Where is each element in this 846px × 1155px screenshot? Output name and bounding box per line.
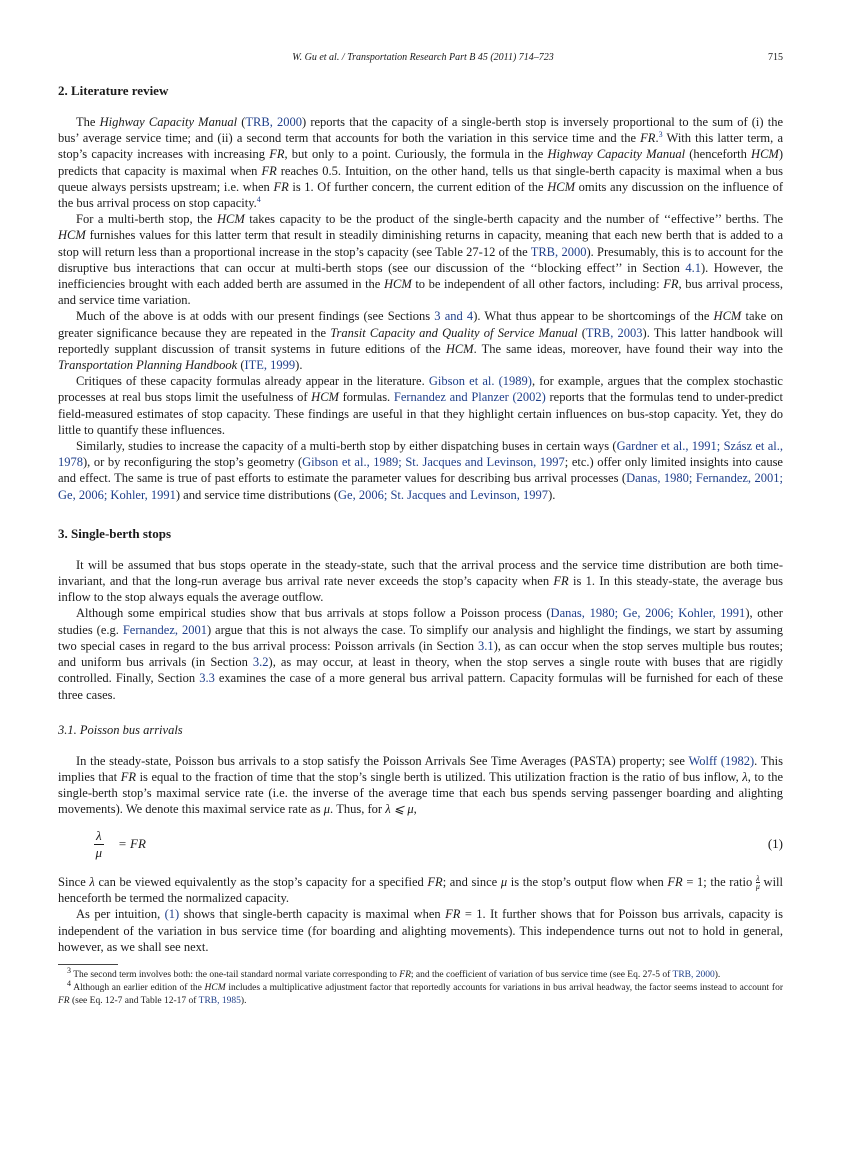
citation-link[interactable]: Gibson et al. (1989)	[428, 374, 532, 389]
section-3-heading: 3. Single-berth stops	[58, 525, 172, 541]
page-number: 715	[768, 52, 783, 63]
section-link[interactable]: 3 and 4	[434, 309, 474, 324]
citation-link[interactable]: TRB, 2000	[672, 969, 715, 980]
footnote-ref-3[interactable]: 3	[658, 130, 663, 140]
section-link[interactable]: 3.1	[477, 638, 494, 653]
section-3-paragraph-1: It will be assumed that bus stops operate in the steady-state, such that the arrival process and the service time distribution are both time-invariant, and that the long-run average bus arrival rate never exceeds the stop’s capacity when FR is 1. In this steady-state, the average bus inflow to the stop always equals the average outflow.	[58, 557, 783, 605]
citation-link[interactable]: TRB, 2000	[245, 115, 302, 129]
section-2-paragraph-5: Similarly, studies to increase the capacity of a multi-berth stop by either dispatching buses in certain ways (Gardner et al., 1991; Szász et al., 1978), or by reconfiguring the stop’s geometry (Gibson et al., 1989; St. Jacques and Levinson, 1997; etc.) offer only limited insights into cause and effect. The same is true of past efforts to estimate the parameter values for describing bus arrival processes (Danas, 1980; Fernandez, 2001; Ge, 2006; Kohler, 1991) and service time distributions (Ge, 2006; St. Jacques and Levinson, 1997).	[58, 439, 783, 502]
section-3-paragraph-2: Although some empirical studies show that bus arrivals at stops follow a Poisson process (Danas, 1980; Ge, 2006; Kohler, 1991), other studies (e.g. Fernandez, 2001) argue that this is not always the case. To simplify our analysis and highlight the findings, we start by assuming two special cases in regard to the bus arrival process: Poisson arrivals (in Section 3.1), as can occur when the stop serves multiple bus routes; and uniform bus arrivals (in Section 3.2), as may occur, at least in theory, when the stop serves a single route with buses that are rigidly controlled. Finally, Section 3.3 examines the case of a more general bus arrival pattern. Capacity formulas will be furnished for each of these three cases.	[58, 606, 783, 702]
section-link[interactable]: 3.3	[199, 671, 215, 686]
footnote-divider	[58, 964, 118, 965]
citation-link[interactable]: Fernandez, 2001	[122, 622, 207, 637]
footnote-ref-4[interactable]: 4	[256, 194, 261, 204]
citation-link[interactable]: Gardner et al., 1991; Szász et al., 1978	[58, 439, 783, 470]
subsection-3-1-paragraph-1: In the steady-state, Poisson bus arrivals to a stop satisfy the Poisson Arrivals See Time Averages (PASTA) property; see Wolff (1982). This implies that FR is equal to the fraction of time that the stop’s single berth is utilized. This utilization fraction is the ratio of bus inflow, λ, to the single-berth stop’s maximal service rate (i.e. the inverse of the average time that each bus spends serving passenger boarding and alighting movements). We denote this maximal service rate as μ. Thus, for λ ⩽ μ,	[58, 753, 784, 817]
subsection-3-1-heading: 3.1. Poisson bus arrivals	[58, 722, 183, 737]
citation-link[interactable]: Gibson et al., 1989; St. Jacques and Levinson, 1997	[302, 455, 565, 470]
article-body	[58, 82, 783, 1008]
equation-denominator: μ	[95, 844, 103, 860]
citation-link[interactable]: TRB, 2000	[530, 244, 587, 259]
equation-numerator: λ	[96, 827, 102, 843]
section-2-paragraph-4: Critiques of these capacity formulas already appear in the literature. Gibson et al. (1989), for example, argues that the complex stochastic processes at real bus stops limit the usefulness of HCM formulas. Fernandez and Planzer (2002) reports that the formulas tend to under-predict field-measured estimates of stop capacity. These findings are useful in that they highlight certain influences on bus-stop capacity. Yet, they do little to quantify these influences.	[58, 374, 784, 437]
subsection-3-1-paragraph-2: Since λ can be viewed equivalently as the stop’s capacity for a specified FR; and since μ is the stop’s output flow when FR = 1; the ratio $\frac{\lambda}{\mu}$ will henceforth be termed the normalized capacity.	[58, 874, 783, 906]
section-2-paragraph-2: For a multi-berth stop, the HCM takes capacity to be the product of the single-berth capacity and the number of ‘‘effective’’ berths. The HCM furnishes values for this latter term that result in steadily diminishing returns in capacity, meaning that each new berth that is added to a stop will return less than a proportional increase in the stop’s capacity (see Table 27-12 of the TRB, 2000). Presumably, this is to account for the disruptive bus interactions that can occur at multi-berth stops (see our discussion of the ‘‘blocking effect’’ in Section 4.1). However, the inefficiencies brought with each added berth are assumed in the HCM to be independent of all other factors, including: FR, bus arrival process, and service time variation.	[58, 212, 784, 308]
citation-link[interactable]: ITE, 1999	[244, 358, 296, 373]
citation-link[interactable]: TRB, 2003	[585, 325, 643, 340]
equation-fraction	[94, 828, 104, 861]
footnote-3: $^3$ The second term involves both: the one-tail standard normal variate corresponding to FR; and the coefficient of variation of bus service time (see Eq. 27-5 of TRB, 2000).	[67, 965, 721, 980]
section-2-heading: 2. Literature review	[58, 83, 169, 98]
section-link[interactable]: 4.1	[685, 260, 701, 275]
equation-1	[58, 824, 783, 868]
equation-link[interactable]: (1)	[164, 907, 180, 922]
citation-link[interactable]: Ge, 2006; St. Jacques and Levinson, 1997	[338, 487, 549, 502]
citation-link[interactable]: Fernandez and Planzer (2002)	[393, 390, 546, 405]
footnotes	[58, 965, 783, 1008]
section-2-paragraph-1: The Highway Capacity Manual (TRB, 2000) reports that the capacity of a single-berth stop is inversely proportional to the sum of (i) the bus’ average service time; and (ii) a second term that accounts for both the variation in this service time and the FR.$^3$ With this latter term, a stop’s capacity increases with increasing FR, but only to a point. Curiously, the formula in the Highway Capacity Manual (henceforth HCM) predicts that capacity is maximal when FR reaches 0.5. Intuition, on the other hand, tells us that single-berth capacity is maximal when a bus queue always persists upstream; i.e. when FR is 1. Of further concern, the current edition of the HCM omits any discussion on the influence of the bus arrival process on stop capacity.$^4$	[58, 115, 784, 211]
citation-link[interactable]: Danas, 1980; Fernandez, 2001; Ge, 2006; Kohler, 1991	[58, 471, 783, 502]
equation-number: (1)	[767, 835, 783, 851]
section-2-paragraph-3: Much of the above is at odds with our present findings (see Sections 3 and 4). What thus appear to be shortcomings of the HCM take on greater significance because they are repeated in the Transit Capacity and Quality of Service Manual (TRB, 2003). This latter handbook will reportedly supplant discussion of transit systems in future editions of the HCM. The same ideas, moreover, have found their way into the Transportation Planning Handbook (ITE, 1999).	[58, 309, 783, 373]
footnote-4: $^4$ Although an earlier edition of the HCM includes a multiplicative adjustment factor that reportedly accounts for variations in bus arrival headway, the factor seems instead to account for FR (see Eq. 12-7 and Table 12-17 of TRB, 1985).	[58, 978, 783, 1006]
inline-fraction: $\frac{\lambda}{\mu}$	[755, 874, 760, 892]
equation-rhs: = FR	[118, 835, 146, 851]
citation-link[interactable]: TRB, 1985	[198, 995, 241, 1006]
section-link[interactable]: 3.2	[252, 655, 269, 670]
citation-link[interactable]: Wolff (1982)	[688, 753, 755, 768]
citation-link[interactable]: Danas, 1980; Ge, 2006; Kohler, 1991	[550, 606, 746, 621]
page-header	[0, 52, 846, 68]
subsection-3-1-paragraph-3: As per intuition, (1) shows that single-berth capacity is maximal when FR = 1. It further shows that for Poisson bus arrivals, capacity is independent of the variation in bus service time (for boarding and alighting movements). This independence turns out not to hold in general, however, as we shall see next.	[58, 907, 783, 954]
running-head: W. Gu et al. / Transportation Research Part B 45 (2011) 714–723	[292, 52, 554, 63]
